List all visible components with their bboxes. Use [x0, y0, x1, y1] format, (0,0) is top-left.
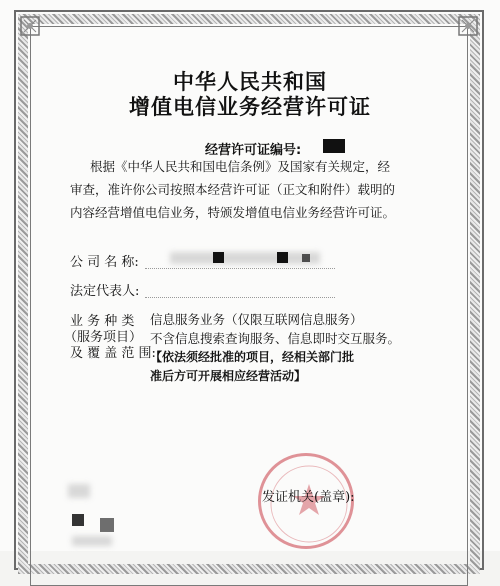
legal-rep-line	[145, 297, 335, 298]
scope-line4: 准后方可开展相应经营活动】	[150, 369, 307, 383]
corner-ornament-icon	[458, 16, 478, 36]
business-type-label-1: 业 务 种 类	[70, 314, 135, 329]
certificate-title-line1: 中华人民共和国	[173, 70, 327, 94]
scope-line3: 【依法须经批准的项目，经相关部门批	[150, 350, 355, 364]
redacted-area	[72, 536, 112, 546]
business-type-label-2: （服务项目）	[64, 330, 143, 345]
redacted-area	[68, 484, 90, 498]
corner-ornament-icon	[20, 16, 40, 36]
license-number-label: 经营许可证编号:	[205, 143, 302, 158]
redacted-mark	[277, 252, 288, 263]
redacted-company-name	[170, 252, 320, 264]
redacted-license-number	[323, 139, 345, 153]
company-name-line	[145, 268, 335, 269]
redacted-mark	[213, 252, 224, 263]
business-type-label-3: 及 覆 盖 范 围:	[70, 346, 156, 361]
body-text-line2: 审查，准许你公司按照本经营许可证（正文和附件）载明的	[70, 182, 396, 197]
redacted-mark	[72, 514, 84, 526]
scope-line2: 不含信息搜索查询服务、信息即时交互服务。	[150, 331, 401, 346]
company-name-label: 公 司 名 称:	[70, 255, 139, 270]
legal-rep-label: 法定代表人:	[70, 284, 140, 299]
body-text-line3: 内容经营增值电信业务，特颁发增值电信业务经营许可证。	[70, 205, 396, 220]
body-text-line1: 根据《中华人民共和国电信条例》及国家有关规定，经	[90, 159, 391, 174]
issuing-authority-label: 发证机关(盖章):	[262, 490, 355, 505]
certificate-title-line2: 增值电信业务经营许可证	[129, 95, 371, 119]
scope-line1: 信息服务业务（仅限互联网信息服务）	[150, 312, 363, 327]
redacted-mark	[302, 254, 310, 262]
redacted-mark	[100, 518, 114, 532]
